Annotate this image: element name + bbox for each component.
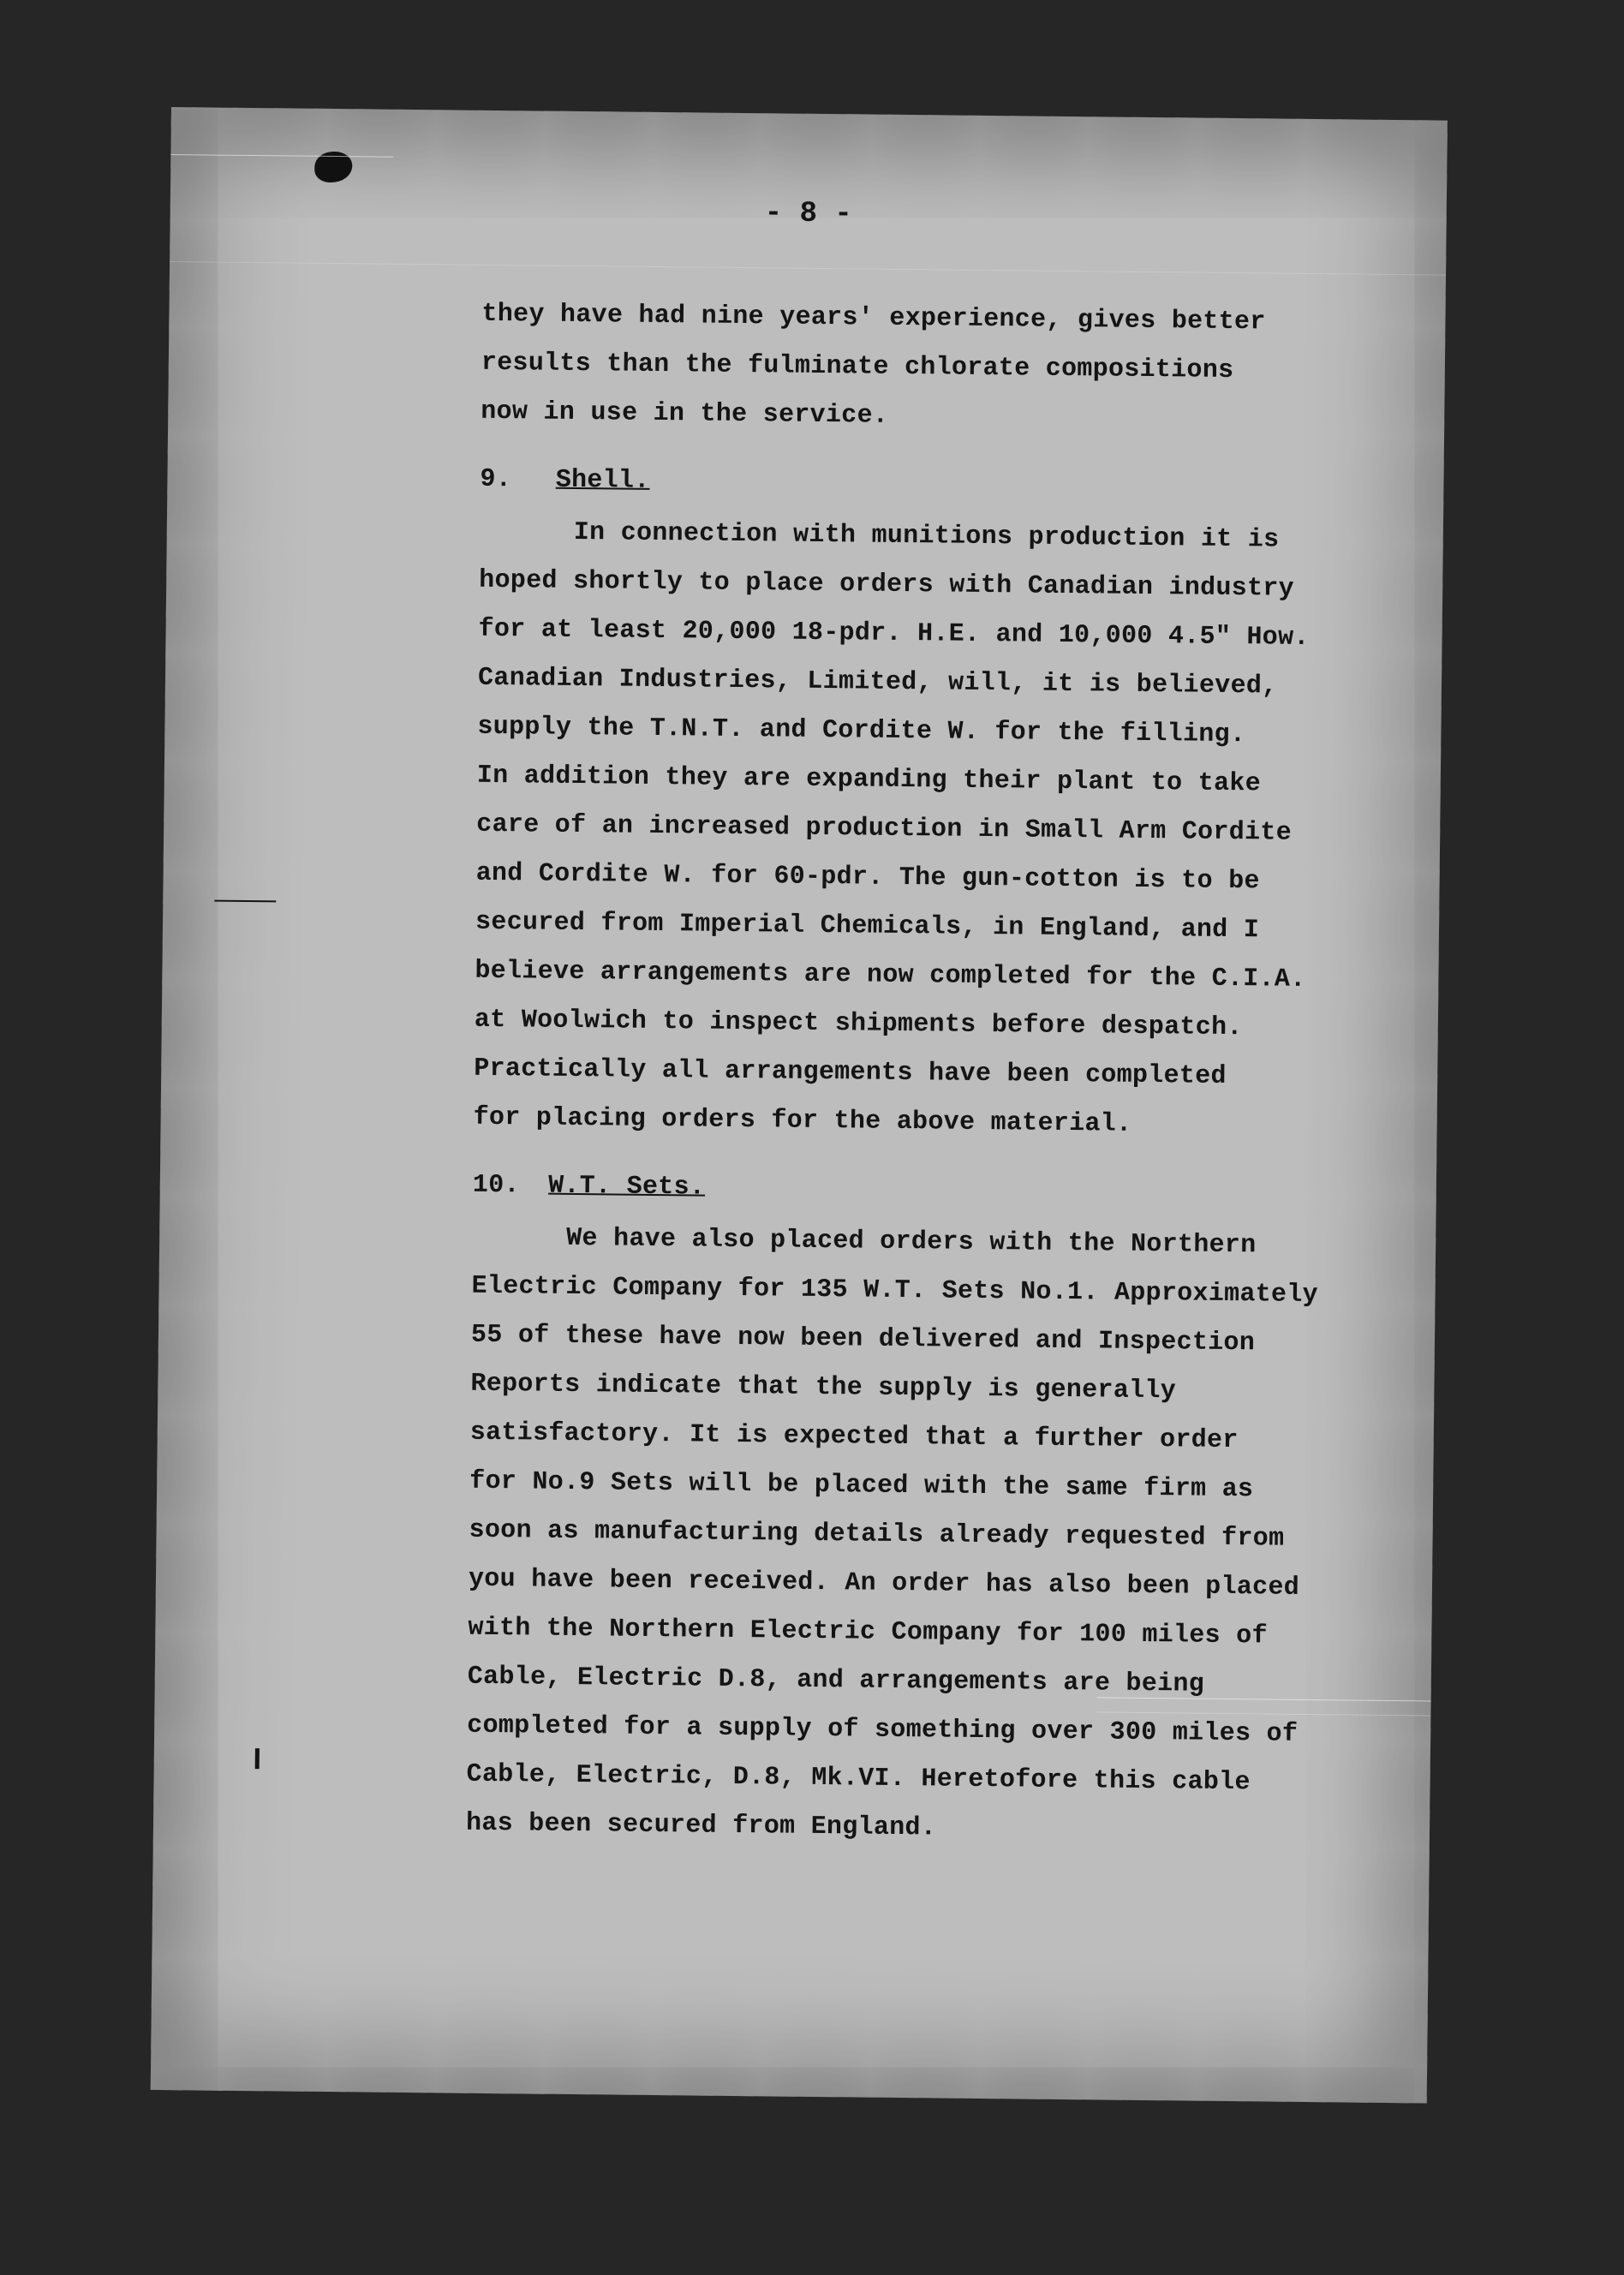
document-page <box>151 107 1448 2103</box>
page-number: - 8 - <box>764 197 852 231</box>
section-body-wt-sets: We have also placed orders with the Northern Electric Company for 135 W.T. Sets No.1. Approximately 55 of these have now been delivered and Inspection Reports indicate that the supply is generally satisfactory. It is expected that a further order for No.9 Sets will be placed with the same firm as soon as manufacturing details already requested from you have been received. An order has also been placed with the Northern Electric Company for 100 miles of Cable, Electric D.8, and arrangements are being completed for a supply of something over 300 miles of Cable, Electric, D.8, Mk.VI. Heretofore this cable has been secured from England. <box>465 1223 1319 1843</box>
margin-mark <box>214 900 276 903</box>
section-number: 9. <box>480 464 512 495</box>
section-title: W.T. Sets. <box>547 1171 706 1203</box>
intro-paragraph: they have had nine years' experience, gives better results than the fulminate chlorate compositions now in use in the service. <box>481 299 1266 431</box>
section-heading-shell <box>480 456 1406 514</box>
document-body <box>466 290 1407 1858</box>
section-heading-wt-sets <box>473 1161 1399 1220</box>
scan-scratch <box>170 261 1446 276</box>
margin-mark <box>255 1748 260 1769</box>
scan-scratch <box>170 154 393 158</box>
section-number: 10. <box>472 1170 520 1201</box>
section-body-shell: In connection with munitions production it is hoped shortly to place orders with Canadian industry for at least 20,000 18-pdr. H.E. and 10,000 4.5" How. Canadian Industries, Limited, will, it is believed, supply the T.N.T. and Cordite W. for the filling. In addition they are expanding their plant to take care of an increased production in Small Arm Cordite and Cordite W. for 60-pdr. The gun-cotton is to be secured from Imperial Chemicals, in England, and I believe arrangements are now completed for the C.I.A. at Woolwich to inspect shipments before despatch. Practically all arrangements have been completed for placing orders for the above material. <box>473 517 1310 1139</box>
section-title: Shell. <box>555 465 650 496</box>
